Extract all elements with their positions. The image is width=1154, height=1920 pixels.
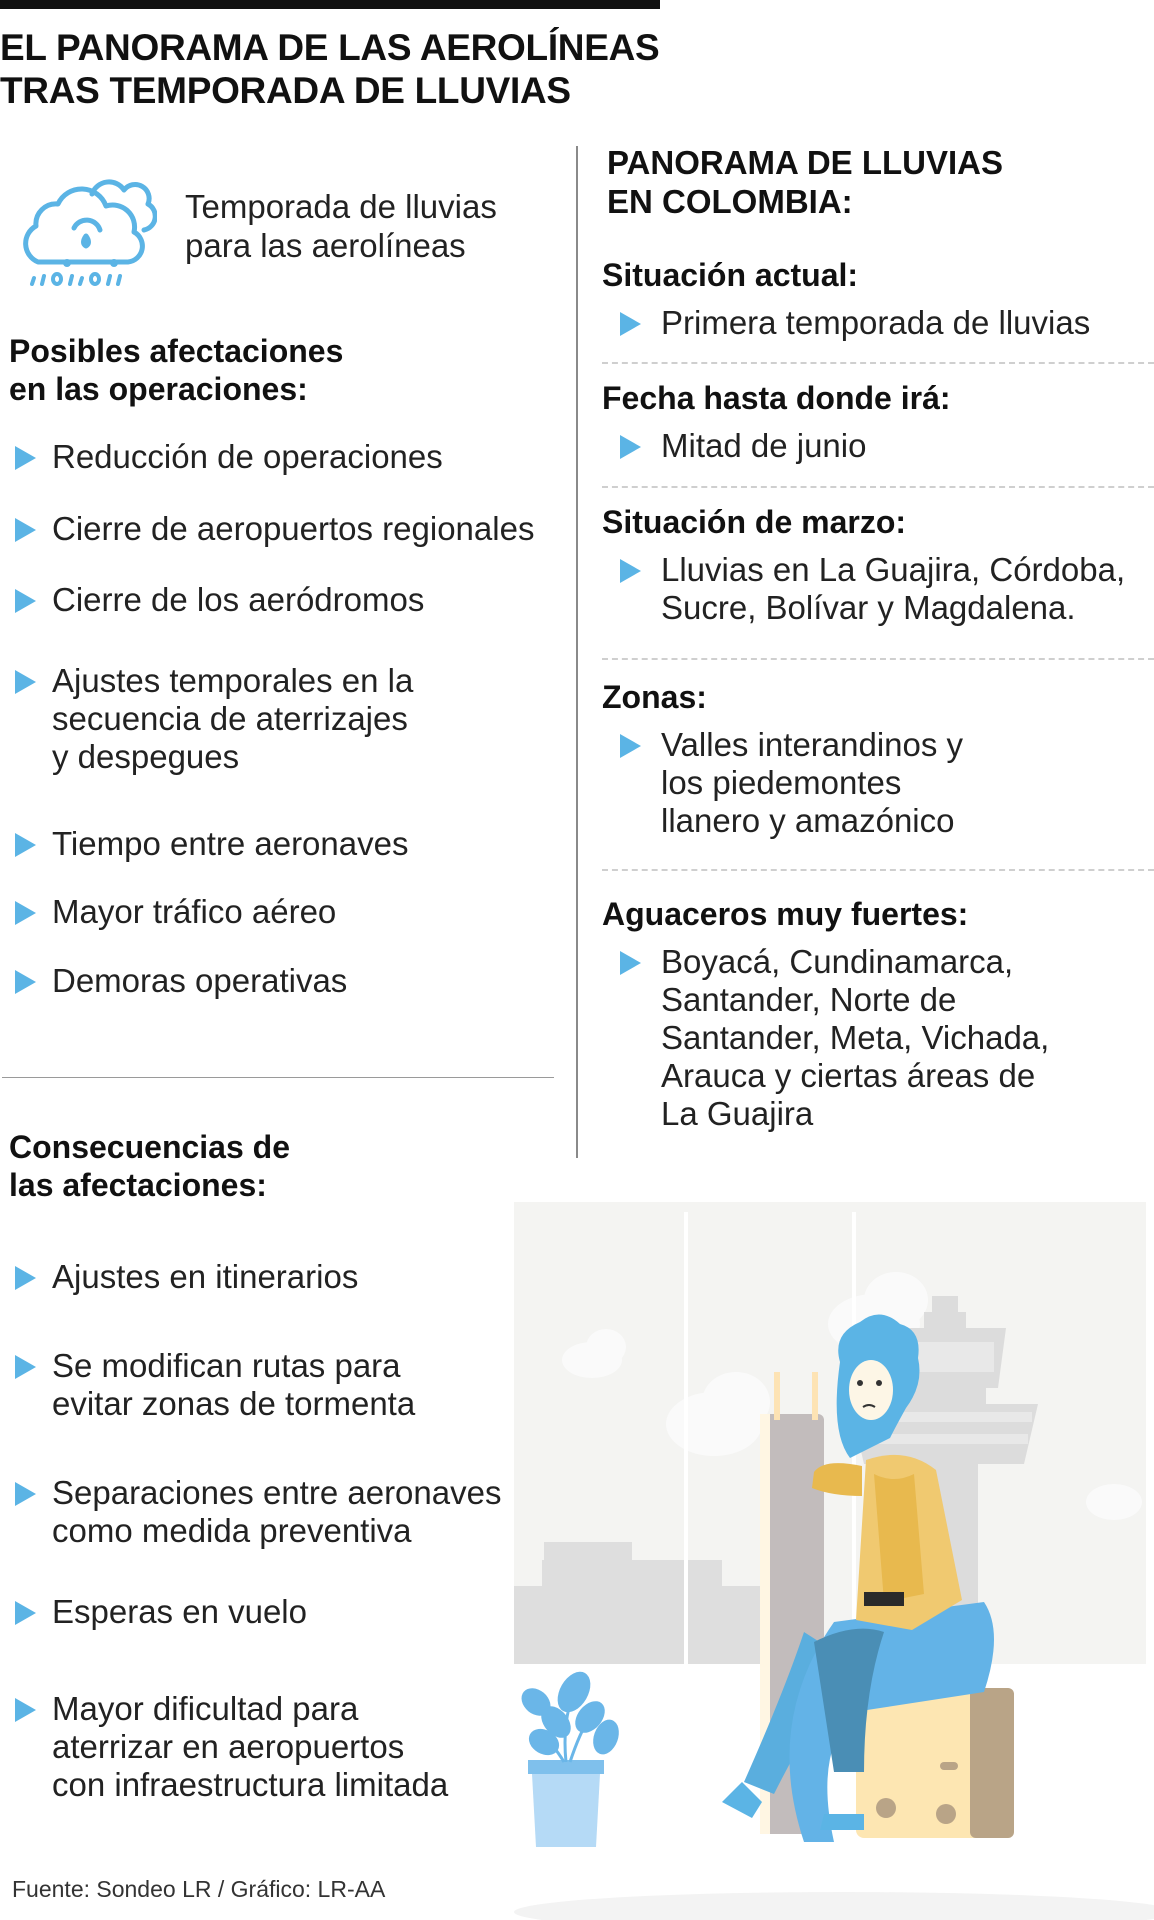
triangle-bullet-icon — [15, 1355, 36, 1379]
triangle-bullet-icon — [620, 312, 641, 336]
triangle-bullet-icon — [15, 901, 36, 925]
triangle-bullet-icon — [620, 734, 641, 758]
panorama-section-zonas — [602, 678, 1152, 840]
dashed-divider — [602, 486, 1154, 488]
list-item-text: Cierre de los aeródromos — [52, 581, 425, 618]
consecuencias-heading-line2: las afectaciones: — [9, 1167, 267, 1203]
list-item-text: Tiempo entre aeronaves — [52, 825, 409, 862]
list-item — [15, 581, 424, 619]
page-title-line2: TRAS TEMPORADA DE LLUVIAS — [0, 70, 571, 111]
section-divider — [2, 1077, 554, 1078]
list-item-text: Mayor dificultad para aterrizar en aeropuertos con infraestructura limitada — [52, 1690, 449, 1803]
list-item-text: Esperas en vuelo — [52, 1593, 307, 1630]
list-item — [15, 893, 336, 931]
consecuencias-heading-line1: Consecuencias de — [9, 1129, 290, 1165]
triangle-bullet-icon — [620, 951, 641, 975]
triangle-bullet-icon — [620, 435, 641, 459]
list-item-text: Boyacá, Cundinamarca, Santander, Norte de Santander, Meta, Vichada, Arauca y ciertas áreas de La Guajira — [661, 943, 1050, 1132]
list-item — [620, 427, 1154, 465]
list-item — [620, 304, 1154, 342]
list-item — [620, 551, 1154, 627]
list-item-text: Ajustes temporales en la secuencia de aterrizajes y despegues — [52, 662, 414, 775]
woman-waiting-airport-illustration — [514, 1202, 1154, 1920]
list-item-text: Mayor tráfico aéreo — [52, 893, 337, 930]
panorama-section-aguaceros — [602, 895, 1152, 1133]
consecuencias-heading — [9, 1128, 429, 1204]
panorama-heading-line2: EN COLOMBIA: — [607, 183, 853, 220]
page-title — [0, 26, 700, 112]
triangle-bullet-icon — [620, 559, 641, 583]
list-item — [15, 1258, 358, 1296]
triangle-bullet-icon — [15, 1698, 36, 1722]
intro-text-line1: Temporada de lluvias — [185, 188, 497, 225]
dashed-divider — [602, 869, 1154, 871]
list-item — [15, 510, 534, 548]
rain-cloud-icon — [22, 166, 157, 286]
triangle-bullet-icon — [15, 446, 36, 470]
source-credit: Fuente: Sondeo LR / Gráfico: LR-AA — [12, 1876, 386, 1902]
list-item-text: Reducción de operaciones — [52, 438, 443, 475]
list-item-text: Lluvias en La Guajira, Córdoba, Sucre, Bolívar y Magdalena. — [661, 551, 1126, 626]
panorama-heading — [607, 143, 1003, 221]
list-item-text: Valles interandinos y los piedemontes llanero y amazónico — [661, 726, 964, 839]
triangle-bullet-icon — [15, 1482, 36, 1506]
list-item — [15, 962, 347, 1000]
section-title: Situación de marzo: — [602, 504, 907, 540]
section-title: Situación actual: — [602, 257, 859, 293]
list-item — [620, 943, 1154, 1133]
list-item-text: Separaciones entre aeronaves como medida preventiva — [52, 1474, 502, 1549]
list-item-text: Se modifican rutas para evitar zonas de tormenta — [52, 1347, 416, 1422]
panorama-section-situacion-actual — [602, 256, 1152, 342]
list-item — [15, 1593, 307, 1631]
list-item — [15, 662, 413, 776]
section-title: Aguaceros muy fuertes: — [602, 896, 969, 932]
triangle-bullet-icon — [15, 833, 36, 857]
triangle-bullet-icon — [15, 670, 36, 694]
list-item-text: Mitad de junio — [661, 427, 867, 464]
dashed-divider — [602, 658, 1154, 660]
afectaciones-heading-line1: Posibles afectaciones — [9, 333, 344, 369]
page-title-line1: EL PANORAMA DE LAS AEROLÍNEAS — [0, 27, 660, 68]
list-item — [15, 825, 408, 863]
top-rule — [0, 0, 660, 9]
section-title: Zonas: — [602, 679, 707, 715]
intro-text-line2: para las aerolíneas — [185, 227, 466, 264]
panorama-section-marzo — [602, 503, 1152, 627]
column-divider — [576, 146, 578, 1158]
list-item — [15, 1474, 501, 1550]
list-item-text: Primera temporada de lluvias — [661, 304, 1091, 341]
intro-text — [185, 187, 497, 265]
list-item — [15, 1690, 448, 1804]
afectaciones-heading — [9, 332, 529, 408]
list-item — [15, 1347, 415, 1423]
triangle-bullet-icon — [15, 1601, 36, 1625]
dashed-divider — [602, 362, 1154, 364]
triangle-bullet-icon — [15, 970, 36, 994]
list-item-text: Demoras operativas — [52, 962, 348, 999]
list-item — [620, 726, 1154, 840]
intro-block — [22, 162, 542, 302]
list-item-text: Cierre de aeropuertos regionales — [52, 510, 535, 547]
triangle-bullet-icon — [15, 1266, 36, 1290]
afectaciones-heading-line2: en las operaciones: — [9, 371, 308, 407]
panorama-heading-line1: PANORAMA DE LLUVIAS — [607, 144, 1003, 181]
triangle-bullet-icon — [15, 518, 36, 542]
list-item — [15, 438, 443, 476]
triangle-bullet-icon — [15, 589, 36, 613]
panorama-section-fecha — [602, 379, 1152, 465]
section-title: Fecha hasta donde irá: — [602, 380, 951, 416]
list-item-text: Ajustes en itinerarios — [52, 1258, 359, 1295]
